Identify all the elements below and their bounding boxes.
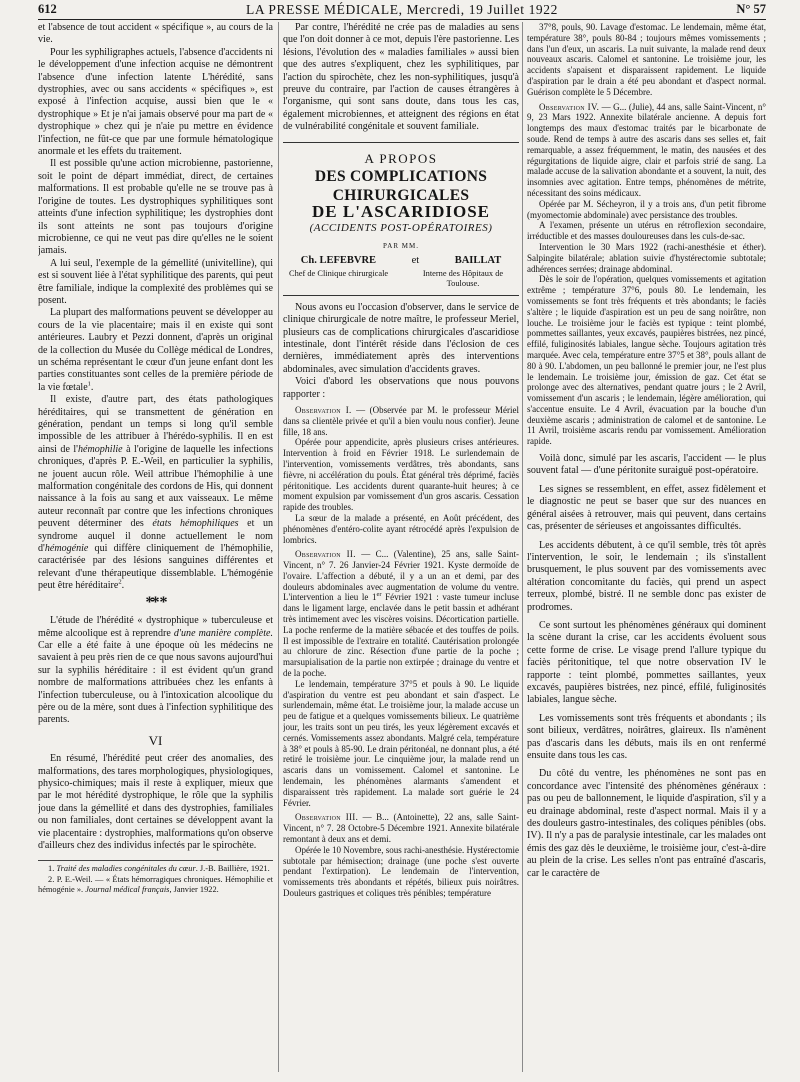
text-run: — C... (Valentine), 25 ans, salle Saint-Vincent, n° 7. 26 Janvier-24 Février 1921. Kyste dermoïde de l'ovaire. L'affection a débuté, il y a un an et demi, par des douleurs abdominales avec augmentation de volume du ventre. L'intervention a lieu le 1 [283, 549, 519, 603]
emphasis: Traité des maladies congénitales du cœur [56, 864, 196, 874]
text-run: — G... (Julie), 44 ans, salle Saint-Vincent, n° 9, 23 Mars 1922. Annexite bilatérale ancienne. A depuis fort longtemps des maux d'estomac traités par le bicarbonate de soude. Rend de temps à autre des ascaris dans ses selles et, fait remarquable, a assez fréquemment, le matin, des nausées et des régurgitations de liquide aigre, clair et parfois strié de sang. La malade accuse de la salivation abondante et a souvent, la nuit, des insomnies avec agitation. Entre temps, phénomènes de métrite, nécessitant des soins médicaux. [527, 101, 766, 198]
paragraph: et l'absence de tout accident « spécifique », au cours de la vie. [38, 22, 273, 46]
text-run: qui diffère cliniquement de l'hémophilie, caractérisée par des lésions sanguines différentes et relevant d'une thérapeutique dissemblable. L'hémogénie peut être héréditaire [38, 543, 273, 592]
article-kicker: A PROPOS [364, 150, 438, 166]
byline-conjunction: et [411, 255, 420, 267]
observation-label: Observation I. [295, 404, 352, 415]
paragraph: Ce sont surtout les phénomènes généraux qui dominent la scène durant la crise, car les accidents évoluent sous cette forme de crise. Le visage prend l'allure typique du faciès péritonitique, tel que notre observation IV le rapporte : teint plombé, pommettes saillantes, yeux excavés, paupières bistrées, nez pincé, effilé, fuliginosités labiales, langue sèche. [527, 619, 766, 706]
article-heading [283, 142, 519, 296]
observation-label: Observation IV. [539, 101, 600, 112]
emphasis: d'une manière complète. [173, 627, 273, 639]
text-run: Car elle a été faite à une époque où les médecins ne savaient à peu près rien de ce que nous savons aujourd'hui sur la syphilis héréditaire : il est évident qu'un grand nombre de malformations attribuées chez les enfants à l'infection tuberculeuse, ou à l'intoxication alcoolique du père ou de la mère, sont dues à l'infection syphilitique des parents. [38, 639, 273, 726]
observation [283, 812, 519, 844]
paragraph: Voici d'abord les observations que nous pouvons rapporter : [283, 376, 519, 400]
text-run: et un syndrome auquel il donne actuellement le nom d' [38, 518, 273, 555]
text-run: à l'origine de laquelle les infections chroniques, d'après P. E.-Weil, en particulier la syphilis, ne jouent aucun rôle. Weil attribue l'hémophilie à une malformation congénitale des cordons de His, qui donnent naissance à la fois au sang et aux vaisseaux. Le même auteur reconnaît par contre que les infections chroniques peuvent déterminer des [38, 443, 273, 530]
observations [283, 405, 519, 899]
footnote [38, 875, 273, 895]
section-separator: ** * [145, 593, 166, 611]
observation-paragraph: Opérée le 10 Novembre, sous rachi-anesthésie. Hystérectomie subtotale par hémisection; drainage (une poche s'est ouverte pendant l'extirpation). Le lendemain de l'intervention, vomissements très abondants et répétés, bilieux puis noirâtres. Douleurs gastriques et coliques très pénibles; température [283, 844, 519, 898]
text-run: 1. [48, 864, 57, 874]
byline-par: PAR MM. [383, 241, 419, 250]
footnote-ref[interactable]: 2 [118, 578, 122, 586]
text-run: 2. P. E.-Weil. — « États hémorragiques chroniques. Hémophilie et hémogénie ». [38, 874, 273, 894]
observation-paragraph: La sœur de la malade a présenté, en Août précédent, des phénomènes d'entéro-colite ayant rétrocédé après l'expulsion de lombrics. [283, 512, 519, 545]
paragraph: Pour les syphiligraphes actuels, l'absence d'accidents ni le développement d'une infection acquise ne démontrent l'absence d'une infection latente L'hérédité, sans dystrophies, avec ou sans accidents « spécifiques », est exposé à l'infection acquise, aussi bien que le « dystrophique » Et je n'ai jamais observé pour ma part de « dystrophique » chez qui je n'aie pu mettre en évidence l'infection, ne fût-ce que par une formule hématologique anormale et les effets du traitement. [38, 46, 273, 158]
heading-rule [283, 295, 519, 296]
paragraph: En résumé, l'hérédité peut créer des anomalies, des malformations, des tares morphologiques, physiologiques, physico-chimiques; mais il reste à expliquer, mieux que par le mot hérédité dystrophique, le rôle que la syphilis joue dans la gémellité et dans des dystrophies, familiales ou non familiales, dont certaines se développent avant la vie placentaire : dystrophies, malformations qu'on observe d'ailleurs chez des individus infectés par le spirochète. [38, 753, 273, 851]
author-name: Ch. LEFEBVRE [300, 255, 377, 267]
footnote-ref[interactable]: 1 [87, 380, 91, 388]
text-run: La plupart des malformations peuvent se développer au cours de la vie placentaire; mais il en existe qui sont antérieures. Laubry et Pezzi donnent, d'après un original de la collection du Musée du Collège médical de Londres, un schéma représentant le cœur d'un jeune enfant dont les parties constituantes sont celles de la première période de la vie fœtale [38, 307, 273, 393]
paragraph: Nous avons eu l'occasion d'observer, dans le service de clinique chirurgicale de notre maître, le professeur Meriel, plusieurs cas de complications chirurgicales d'ascaridiose intestinale, dont l'intérêt réside dans l'éclosion de ces dernières, immédiatement après des interventions abdominales, avec simulation d'accidents graves. [283, 301, 519, 375]
column-3 [527, 22, 766, 1077]
observation-paragraph: 37°8, pouls, 90. Lavage d'estomac. Le lendemain, même état, température 38°, pouls 80-84 ; toujours mêmes vomissements ; dans l'un d'eux, un ascaris. La nuit suivante, la malade rend deux nouveaux ascaris. Calomel et santonine. Le troisième jour, les accidents s'apaisent et disparaissent rapidement. Le liquide d'aspiration par le drain a été peu abondant et d'aspect normal. Guérison complète le 5 Décembre. [527, 22, 766, 97]
author-roles [283, 269, 519, 289]
observation-paragraph: Le lendemain, température 37°5 et pouls à 90. Le liquide d'aspiration du ventre est peu abondant et sain d'aspect. Le surlendemain, même état. Le troisième jour, la malade accuse un peu de fatigue et a quelques vomissements bilieux. Le quatrième jour, les traits sont un peu tirés, les yeux légèrement excavés et cernés. Vomissements assez abondants. Malgré cela, température à 38° et pouls à 85-90. Le drain péritonéal, ne donnant plus, a été retiré le troisième jour. Le cinquième jour, la malade rend un ascaris dans un vomissement. Calomel et santonine. Le lendemain, les phénomènes alarmants s'amendent et disparaissent très rapidement. La malade sort guérie le 24 Février. [283, 678, 519, 808]
observation-paragraph: Opérée par M. Sécheyron, il y a trois ans, d'un petit fibrome (myomectomie abdominale) avec persistance des troubles. [527, 198, 766, 220]
text-run: — (Observée par M. le professeur Mériel dans sa clientèle privée et qu'il a bien voulu nous confier). Jeune fille, 18 ans. [283, 404, 519, 437]
text-run: — B... (Antoinette), 22 ans, salle Saint-Vincent, n° 7. 28 Octobre-5 Décembre 1921. Annexite bilatérale remontant à deux ans et demi. [283, 812, 519, 845]
paragraph: Les signes se ressemblent, en effet, assez fidèlement et le diagnostic ne peut se baser que sur des nuances en général aisées à retrouver, mais qui peuvent, dans certains cas, présenter de sérieuses et angoissantes difficultés. [527, 483, 766, 533]
emphasis: hémogénie [44, 543, 89, 555]
observation [283, 549, 519, 679]
observation-paragraph: Intervention le 30 Mars 1922 (rachi-anesthésie et éther). Salpingite bilatérale; ablation suivie d'hystérectomie subtotale; adhérences serrées; drainage abdominal. [527, 241, 766, 274]
emphasis: états hémophiliques [152, 518, 239, 530]
observations [527, 22, 766, 447]
article-title-line-1: DES COMPLICATIONS CHIRURGICALES [314, 168, 488, 205]
column-1 [38, 22, 273, 1077]
paragraph: Voilà donc, simulé par les ascaris, l'accident — le plus souvent fatal — d'une péritonite suraiguë post-opératoire. [527, 453, 766, 477]
column-divider [278, 22, 279, 1072]
author-name: BAILLAT [454, 255, 502, 267]
column-2 [283, 22, 519, 1077]
author-role: Chef de Clinique chirurgicale [289, 268, 389, 278]
text-run: . J.-B. Baillière, 1921. [195, 864, 270, 874]
page-number: 612 [38, 2, 57, 16]
paragraph: Les vomissements sont très fréquents et abondants ; ils sont bilieux, verdâtres, noirâtres, glaireux. Ils n'amènent pas d'ascaris dans les débuts, mais ils en ont renfermé ensuite dans tous les cas. [527, 712, 766, 762]
text-run: Février 1921 : vaste tumeur incluse dans le ligament large, enclavée dans le petit bassin et adhérant très intimement avec les viscères voisins. Décortication partielle. La poche renferme de la matière sébacée et des touffes de poils. Il est impossible de l'extraire en totalité. Cautérisation prolongée au chlorure de zinc. Résection d'une partie de la poche ; marsupialisation de la partie non extirpée ; drainage du ventre et de la poche. [283, 592, 519, 679]
author-role: Interne des Hôpitaux de Toulouse. [422, 268, 504, 288]
article-title-line-2: DE L'ASCARIDIOSE [311, 202, 490, 222]
text-run: , Janvier 1922. [169, 884, 219, 894]
paragraph: La plupart des malformations peuvent se développer au cours de la vie placentaire; mais il en existe qui sont antérieures. Laubry et Pezzi donnent, d'après un original de la collection du Musée du Collège médical de Londres, un schéma représentant le cœur d'un jeune enfant dont les parties constituantes sont celles de la première période de la vie fœtale$^1$. [38, 307, 273, 393]
observation [283, 405, 519, 437]
article-subtitle: (ACCIDENTS POST-OPÉRATOIRES) [309, 222, 493, 235]
text-run: L'étude de l'hérédité « dystrophique » tuberculeuse et même alcoolique est à reprendre [38, 615, 273, 639]
footnote [38, 864, 273, 874]
issue-number: N° 57 [736, 2, 766, 16]
journal-masthead: LA PRESSE MÉDICALE, Mercredi, 19 Juillet 1922 [246, 2, 558, 17]
footnotes [38, 860, 273, 895]
observation-paragraph: Dès le soir de l'opération, quelques vomissements et agitation extrême ; température 37°6, pouls 80. Le lendemain, les vomissements se font très fréquents et très abondants; le faciès s'altère ; le liquide d'aspiration est un peu de sang noirâtre, non louche. Le troisième jour le faciès est typique : teint plombé, pommettes saillantes, yeux excavés, paupières bistrées, nez pincé, effilé, fuliginosités labiales, langue sèche. Toujours agitation très marquée. Avec cela, température entre 37°5 et 38°, pouls allant de 80 à 90. L'abdomen, un peu ballonné le premier jour, ne l'est plus le lendemain. Le troisième jour, émission de gaz. Cet état se prolonge avec des alternatives, pendant quatre jours ; le 2 Avril, vomissement d'un ascaris ; le lendemain, légère amélioration, qui s'accentue ensuite. Le 4 Avril, évacuation par la bouche d'un deuxième ascaris ; administration de calomel et de santonine. Le 11 Avril, troisième ascaris rendu par vomissement. Amélioration rapide. [527, 274, 766, 447]
emphasis: Journal médical français [85, 884, 170, 894]
byline-authors [283, 255, 519, 267]
section-heading: VI [148, 732, 163, 748]
page-header [38, 2, 766, 20]
paragraph: Par contre, l'hérédité ne crée pas de maladies au sens que l'on doit donner à ce mot, depuis l'ère pastorienne. Les lésions, l'évolution des « maladies familiales » aussi bien que des autres s'expliquent, chez les syphilitiques, par l'action du spirochète, chez les non-syphilitiques, jusqu'à preuve du contraire, par l'action de causes étrangères à l'organisme, qui sont sans doute, dans tous les cas, également microbiennes, et atteignent des régions en état de vulnérabilité congénitale et souvent familiale. [283, 22, 519, 133]
paragraph: A lui seul, l'exemple de la gémellité (univitelline), qui est si souvent liée à l'état syphilitique des parents, qui peut être familiale, indique la complexité des problèmes qui se posent. [38, 257, 273, 306]
paragraph: Les accidents débutent, à ce qu'il semble, très tôt après l'intervention, le soir, le lendemain ; ils s'installent brusquement, le plus souvent par des vomissements avec altération concomitante du faciès, qui prend un aspect terreux, plombé, bistré. Il ne semble donc pas exister de prodromes. [527, 539, 766, 613]
observation [527, 102, 766, 199]
paragraph: Il existe, d'autre part, des états pathologiques héréditaires, qui se transmettent de génération en génération, pendant un temps si long qu'il semble impossible de les attribuer à l'hérédo-syphilis. Il en est ainsi de l'hémophilie à l'origine de laquelle les infections chroniques, d'après P. E.-Weil, en particulier la syphilis, ne jouent aucun rôle. Weil attribue l'hémophilie à une malformation congénitale des cordons de His, qui donnent naissance à la fois au sang et aux vaisseaux. Le même auteur reconnaît par contre que les infections chroniques peuvent déterminer des états hémophiliques et un syndrome auquel il donne actuellement le nom d'hémogénie qui diffère cliniquement de l'hémophilie, caractérisée par des lésions sanguines différentes et relevant d'une thérapeutique dissemblable. L'hémogénie peut être héréditaire$^2$. [38, 394, 273, 592]
paragraph: Du côté du ventre, les phénomènes ne sont pas en concordance avec l'intensité des phénomènes généraux : pas ou peu de ballonnement, le liquide d'aspiration, s'il y a eu drainage abdominal, reste d'aspect normal. Mais il y a des douleurs gastro-intestinales, des coliques pénibles (obs. IV). Il n'y a pas de paralysie intestinale, car les malades ont émis des gaz dès le deuxième, le troisième jour, c'est-à-dire au plein de la crise. Les selles n'ont pas entraîné d'ascaris, car le caractère de [527, 768, 766, 879]
emphasis: hémophilie [77, 443, 123, 455]
observation-label: Observation III. [295, 812, 359, 823]
observation-label: Observation II. [295, 549, 356, 560]
paragraph: Il est possible qu'une action microbienne, pastorienne, soit le point de départ immédiat, direct, de certaines malformations. Il est probable qu'elle ne se trouve pas à l'origine de toutes. Les dystrophiques syphilitiques sont atteints d'une infection syphilitique; les dystrophies dont ils sont atteints ne sont pas toujours d'origine microbienne, ce qui ne veut pas dire qu'elles ne le soient jamais. [38, 158, 273, 257]
observation-paragraph: A l'examen, présente un utérus en rétroflexion secondaire, irréductible et des masses douloureuses dans les culs-de-sac. [527, 220, 766, 242]
superscript: er [376, 591, 382, 599]
text-run: Il existe, d'autre part, des états pathologiques héréditaires, qui se transmettent de génération en génération, pendant un temps si long qu'il semble impossible de les attribuer à l'hérédo-syphilis. Il en est ainsi de l' [38, 394, 273, 455]
column-divider [522, 22, 523, 1072]
observation-paragraph: Opérée pour appendicite, après plusieurs crises antérieures. Intervention à froid en Février 1918. Le surlendemain de l'intervention, vomissements verdâtres, très abondants, sans fièvre, ni accélération du pouls. État général très déprimé, faciès péritonitique. Les accidents durent quarante-huit heures; à ce moment expulsion par vomissement d'un gros ascaris. Cessation rapide des troubles. [283, 437, 519, 513]
paragraph [38, 615, 273, 727]
